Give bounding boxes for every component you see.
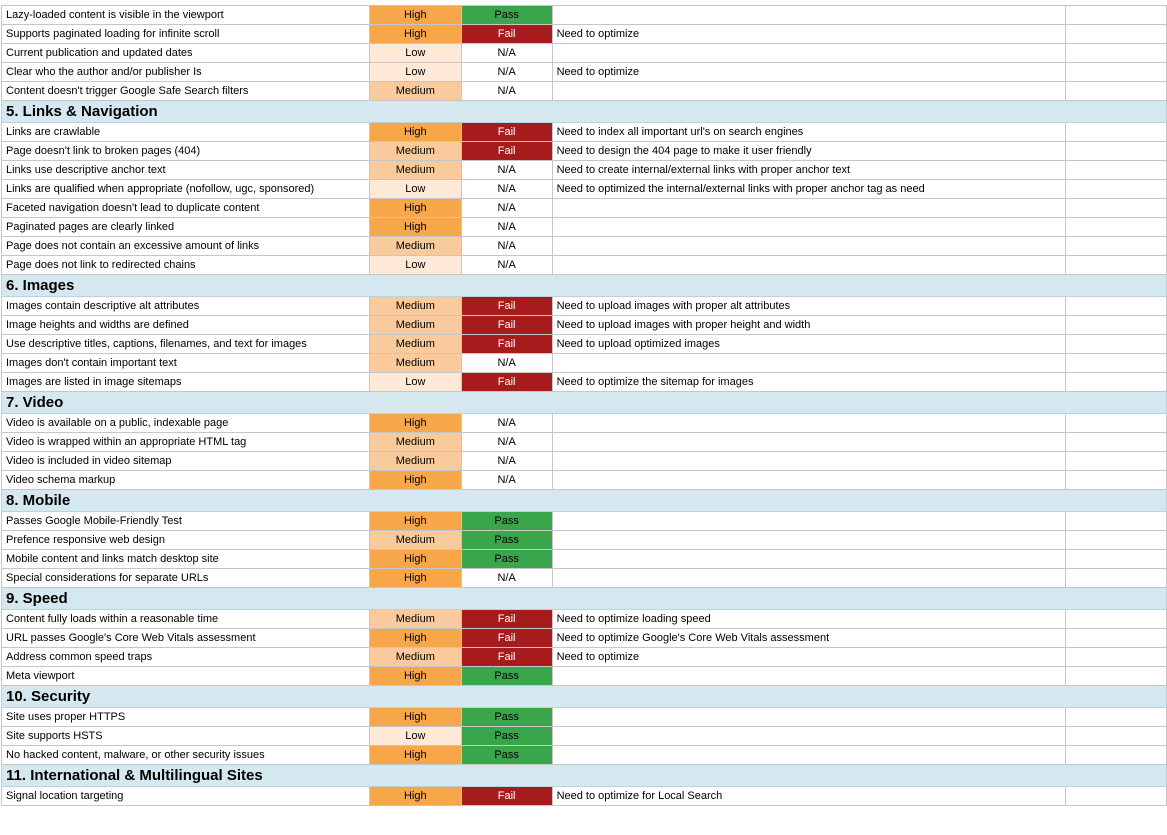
note-cell[interactable] xyxy=(552,471,1066,490)
priority-cell[interactable]: High xyxy=(369,569,461,588)
check-cell[interactable]: Current publication and updated dates xyxy=(2,44,370,63)
empty-cell[interactable] xyxy=(1066,297,1167,316)
status-cell[interactable]: Fail xyxy=(461,123,552,142)
status-cell[interactable]: Pass xyxy=(461,708,552,727)
table-row xyxy=(2,414,1167,433)
table-row xyxy=(2,180,1167,199)
table-row xyxy=(2,550,1167,569)
table-row xyxy=(2,531,1167,550)
status-cell[interactable]: Fail xyxy=(461,25,552,44)
empty-cell[interactable] xyxy=(1066,727,1167,746)
priority-cell[interactable]: Medium xyxy=(369,237,461,256)
status-cell[interactable]: N/A xyxy=(461,256,552,275)
status-cell[interactable]: N/A xyxy=(461,218,552,237)
priority-cell[interactable]: Medium xyxy=(369,142,461,161)
status-cell[interactable]: N/A xyxy=(461,44,552,63)
check-cell[interactable]: Site uses proper HTTPS xyxy=(2,708,370,727)
priority-cell[interactable]: Medium xyxy=(369,82,461,101)
table-row xyxy=(2,82,1167,101)
priority-cell[interactable]: Low xyxy=(369,44,461,63)
table-row xyxy=(2,316,1167,335)
table-row xyxy=(2,123,1167,142)
empty-cell[interactable] xyxy=(1066,44,1167,63)
note-cell[interactable]: Need to optimize xyxy=(552,25,1066,44)
note-cell[interactable] xyxy=(552,708,1066,727)
status-cell[interactable]: N/A xyxy=(461,433,552,452)
empty-cell[interactable] xyxy=(1066,335,1167,354)
status-cell[interactable]: Pass xyxy=(461,746,552,765)
table-row xyxy=(2,44,1167,63)
priority-cell[interactable]: Medium xyxy=(369,297,461,316)
note-cell[interactable]: Need to optimize the sitemap for images xyxy=(552,373,1066,392)
table-row xyxy=(2,218,1167,237)
note-cell[interactable] xyxy=(552,550,1066,569)
section-title[interactable]: 11. International & Multilingual Sites xyxy=(2,765,1167,787)
empty-cell[interactable] xyxy=(1066,433,1167,452)
priority-cell[interactable]: High xyxy=(369,414,461,433)
table-row xyxy=(2,161,1167,180)
note-cell[interactable]: Need to upload images with proper height and width xyxy=(552,316,1066,335)
table-row xyxy=(2,512,1167,531)
empty-cell[interactable] xyxy=(1066,218,1167,237)
check-cell[interactable]: Page does not link to redirected chains xyxy=(2,256,370,275)
empty-cell[interactable] xyxy=(1066,237,1167,256)
empty-cell[interactable] xyxy=(1066,63,1167,82)
check-cell[interactable]: Video schema markup xyxy=(2,471,370,490)
empty-cell[interactable] xyxy=(1066,550,1167,569)
table-row xyxy=(2,25,1167,44)
note-cell[interactable] xyxy=(552,531,1066,550)
check-cell[interactable]: Mobile content and links match desktop site xyxy=(2,550,370,569)
check-cell[interactable]: Address common speed traps xyxy=(2,648,370,667)
table-row xyxy=(2,471,1167,490)
check-cell[interactable]: Use descriptive titles, captions, filenames, and text for images xyxy=(2,335,370,354)
priority-cell[interactable]: High xyxy=(369,746,461,765)
check-cell[interactable]: Images are listed in image sitemaps xyxy=(2,373,370,392)
note-cell[interactable] xyxy=(552,256,1066,275)
note-cell[interactable]: Need to create internal/external links with proper anchor text xyxy=(552,161,1066,180)
note-cell[interactable] xyxy=(552,414,1066,433)
check-cell[interactable]: Clear who the author and/or publisher Is xyxy=(2,63,370,82)
status-cell[interactable]: Fail xyxy=(461,787,552,806)
note-cell[interactable] xyxy=(552,512,1066,531)
status-cell[interactable]: N/A xyxy=(461,471,552,490)
check-cell[interactable]: Prefence responsive web design xyxy=(2,531,370,550)
status-cell[interactable]: N/A xyxy=(461,354,552,373)
table-row xyxy=(2,787,1167,806)
priority-cell[interactable]: Medium xyxy=(369,452,461,471)
note-cell[interactable]: Need to optimize for Local Search xyxy=(552,787,1066,806)
status-cell[interactable]: Fail xyxy=(461,610,552,629)
priority-cell[interactable]: Low xyxy=(369,727,461,746)
table-row xyxy=(2,433,1167,452)
check-cell[interactable]: Image heights and widths are defined xyxy=(2,316,370,335)
table-row xyxy=(2,708,1167,727)
check-cell[interactable]: Special considerations for separate URLs xyxy=(2,569,370,588)
empty-cell[interactable] xyxy=(1066,746,1167,765)
empty-cell[interactable] xyxy=(1066,648,1167,667)
status-cell[interactable]: Pass xyxy=(461,6,552,25)
empty-cell[interactable] xyxy=(1066,471,1167,490)
table-row xyxy=(2,727,1167,746)
priority-cell[interactable]: Medium xyxy=(369,433,461,452)
empty-cell[interactable] xyxy=(1066,180,1167,199)
priority-cell[interactable]: High xyxy=(369,25,461,44)
table-row xyxy=(2,6,1167,25)
check-cell[interactable]: Links are crawlable xyxy=(2,123,370,142)
status-cell[interactable]: Fail xyxy=(461,335,552,354)
section-title[interactable]: 10. Security xyxy=(2,686,1167,708)
check-cell[interactable]: Content fully loads within a reasonable time xyxy=(2,610,370,629)
empty-cell[interactable] xyxy=(1066,316,1167,335)
note-cell[interactable] xyxy=(552,452,1066,471)
table-row xyxy=(2,237,1167,256)
priority-cell[interactable]: High xyxy=(369,787,461,806)
priority-cell[interactable]: Low xyxy=(369,63,461,82)
priority-cell[interactable]: High xyxy=(369,708,461,727)
check-cell[interactable]: Video is available on a public, indexable page xyxy=(2,414,370,433)
empty-cell[interactable] xyxy=(1066,610,1167,629)
section-header-row xyxy=(2,101,1167,123)
status-cell[interactable]: N/A xyxy=(461,414,552,433)
note-cell[interactable] xyxy=(552,354,1066,373)
empty-cell[interactable] xyxy=(1066,708,1167,727)
status-cell[interactable]: Pass xyxy=(461,550,552,569)
note-cell[interactable] xyxy=(552,569,1066,588)
priority-cell[interactable]: Medium xyxy=(369,335,461,354)
section-header-row xyxy=(2,765,1167,787)
section-title[interactable]: 9. Speed xyxy=(2,588,1167,610)
section-header-row xyxy=(2,686,1167,708)
check-cell[interactable]: Images don't contain important text xyxy=(2,354,370,373)
empty-cell[interactable] xyxy=(1066,25,1167,44)
priority-cell[interactable]: Medium xyxy=(369,648,461,667)
note-cell[interactable] xyxy=(552,82,1066,101)
note-cell[interactable]: Need to optimize xyxy=(552,648,1066,667)
check-cell[interactable]: URL passes Google's Core Web Vitals assessment xyxy=(2,629,370,648)
empty-cell[interactable] xyxy=(1066,256,1167,275)
empty-cell[interactable] xyxy=(1066,161,1167,180)
section-title[interactable]: 7. Video xyxy=(2,392,1167,414)
section-header-row xyxy=(2,588,1167,610)
status-cell[interactable]: N/A xyxy=(461,82,552,101)
section-header-row xyxy=(2,392,1167,414)
table-row xyxy=(2,667,1167,686)
priority-cell[interactable]: Medium xyxy=(369,354,461,373)
check-cell[interactable]: Links use descriptive anchor text xyxy=(2,161,370,180)
status-cell[interactable]: Pass xyxy=(461,531,552,550)
priority-cell[interactable]: Medium xyxy=(369,316,461,335)
check-cell[interactable]: Links are qualified when appropriate (nofollow, ugc, sponsored) xyxy=(2,180,370,199)
note-cell[interactable]: Need to design the 404 page to make it user friendly xyxy=(552,142,1066,161)
status-cell[interactable]: Fail xyxy=(461,629,552,648)
priority-cell[interactable]: Low xyxy=(369,256,461,275)
check-cell[interactable]: Video is included in video sitemap xyxy=(2,452,370,471)
check-cell[interactable]: Page doesn't link to broken pages (404) xyxy=(2,142,370,161)
status-cell[interactable]: Fail xyxy=(461,373,552,392)
note-cell[interactable] xyxy=(552,44,1066,63)
table-row xyxy=(2,569,1167,588)
table-row xyxy=(2,354,1167,373)
priority-cell[interactable]: Low xyxy=(369,373,461,392)
priority-cell[interactable]: Medium xyxy=(369,610,461,629)
empty-cell[interactable] xyxy=(1066,82,1167,101)
check-cell[interactable]: Faceted navigation doesn't lead to duplicate content xyxy=(2,199,370,218)
status-cell[interactable]: N/A xyxy=(461,199,552,218)
section-header-row xyxy=(2,490,1167,512)
status-cell[interactable]: N/A xyxy=(461,569,552,588)
table-row xyxy=(2,373,1167,392)
empty-cell[interactable] xyxy=(1066,531,1167,550)
priority-cell[interactable]: High xyxy=(369,218,461,237)
status-cell[interactable]: Fail xyxy=(461,316,552,335)
check-cell[interactable]: Images contain descriptive alt attributes xyxy=(2,297,370,316)
priority-cell[interactable]: Medium xyxy=(369,531,461,550)
empty-cell[interactable] xyxy=(1066,354,1167,373)
status-cell[interactable]: Fail xyxy=(461,142,552,161)
status-cell[interactable]: N/A xyxy=(461,180,552,199)
table-row xyxy=(2,63,1167,82)
note-cell[interactable]: Need to index all important url's on search engines xyxy=(552,123,1066,142)
section-title[interactable]: 8. Mobile xyxy=(2,490,1167,512)
check-cell[interactable]: Content doesn't trigger Google Safe Search filters xyxy=(2,82,370,101)
note-cell[interactable]: Need to optimize Google's Core Web Vitals assessment xyxy=(552,629,1066,648)
section-title[interactable]: 5. Links & Navigation xyxy=(2,101,1167,123)
empty-cell[interactable] xyxy=(1066,512,1167,531)
check-cell[interactable]: Supports paginated loading for infinite scroll xyxy=(2,25,370,44)
status-cell[interactable]: N/A xyxy=(461,161,552,180)
note-cell[interactable] xyxy=(552,218,1066,237)
priority-cell[interactable]: High xyxy=(369,667,461,686)
section-header-row xyxy=(2,275,1167,297)
status-cell[interactable]: N/A xyxy=(461,237,552,256)
table-row xyxy=(2,256,1167,275)
table-row xyxy=(2,629,1167,648)
empty-cell[interactable] xyxy=(1066,569,1167,588)
status-cell[interactable]: N/A xyxy=(461,452,552,471)
empty-cell[interactable] xyxy=(1066,199,1167,218)
table-row xyxy=(2,648,1167,667)
priority-cell[interactable]: Medium xyxy=(369,161,461,180)
check-cell[interactable]: Paginated pages are clearly linked xyxy=(2,218,370,237)
table-row xyxy=(2,746,1167,765)
note-cell[interactable] xyxy=(552,667,1066,686)
note-cell[interactable] xyxy=(552,727,1066,746)
status-cell[interactable]: Fail xyxy=(461,297,552,316)
empty-cell[interactable] xyxy=(1066,142,1167,161)
table-row xyxy=(2,297,1167,316)
note-cell[interactable] xyxy=(552,6,1066,25)
empty-cell[interactable] xyxy=(1066,414,1167,433)
note-cell[interactable] xyxy=(552,433,1066,452)
priority-cell[interactable]: High xyxy=(369,6,461,25)
empty-cell[interactable] xyxy=(1066,123,1167,142)
empty-cell[interactable] xyxy=(1066,452,1167,471)
note-cell[interactable]: Need to optimize loading speed xyxy=(552,610,1066,629)
note-cell[interactable]: Need to upload images with proper alt attributes xyxy=(552,297,1066,316)
check-cell[interactable]: Passes Google Mobile-Friendly Test xyxy=(2,512,370,531)
seo-audit-table xyxy=(1,5,1167,806)
empty-cell[interactable] xyxy=(1066,6,1167,25)
check-cell[interactable]: Meta viewport xyxy=(2,667,370,686)
check-cell[interactable]: Lazy-loaded content is visible in the viewport xyxy=(2,6,370,25)
priority-cell[interactable]: High xyxy=(369,123,461,142)
table-row xyxy=(2,610,1167,629)
table-row xyxy=(2,199,1167,218)
status-cell[interactable]: Pass xyxy=(461,727,552,746)
table-row xyxy=(2,142,1167,161)
note-cell[interactable]: Need to upload optimized images xyxy=(552,335,1066,354)
priority-cell[interactable]: Low xyxy=(369,180,461,199)
status-cell[interactable]: Pass xyxy=(461,667,552,686)
table-row xyxy=(2,452,1167,471)
note-cell[interactable]: Need to optimized the internal/external links with proper anchor tag as need xyxy=(552,180,1066,199)
empty-cell[interactable] xyxy=(1066,787,1167,806)
status-cell[interactable]: N/A xyxy=(461,63,552,82)
note-cell[interactable] xyxy=(552,237,1066,256)
check-cell[interactable]: Site supports HSTS xyxy=(2,727,370,746)
empty-cell[interactable] xyxy=(1066,373,1167,392)
note-cell[interactable]: Need to optimize xyxy=(552,63,1066,82)
priority-cell[interactable]: High xyxy=(369,629,461,648)
priority-cell[interactable]: High xyxy=(369,199,461,218)
check-cell[interactable]: Video is wrapped within an appropriate HTML tag xyxy=(2,433,370,452)
priority-cell[interactable]: High xyxy=(369,471,461,490)
note-cell[interactable] xyxy=(552,746,1066,765)
status-cell[interactable]: Pass xyxy=(461,512,552,531)
check-cell[interactable]: No hacked content, malware, or other security issues xyxy=(2,746,370,765)
empty-cell[interactable] xyxy=(1066,667,1167,686)
empty-cell[interactable] xyxy=(1066,629,1167,648)
check-cell[interactable]: Page does not contain an excessive amount of links xyxy=(2,237,370,256)
note-cell[interactable] xyxy=(552,199,1066,218)
check-cell[interactable]: Signal location targeting xyxy=(2,787,370,806)
priority-cell[interactable]: High xyxy=(369,512,461,531)
table-row xyxy=(2,335,1167,354)
section-title[interactable]: 6. Images xyxy=(2,275,1167,297)
priority-cell[interactable]: High xyxy=(369,550,461,569)
status-cell[interactable]: Fail xyxy=(461,648,552,667)
